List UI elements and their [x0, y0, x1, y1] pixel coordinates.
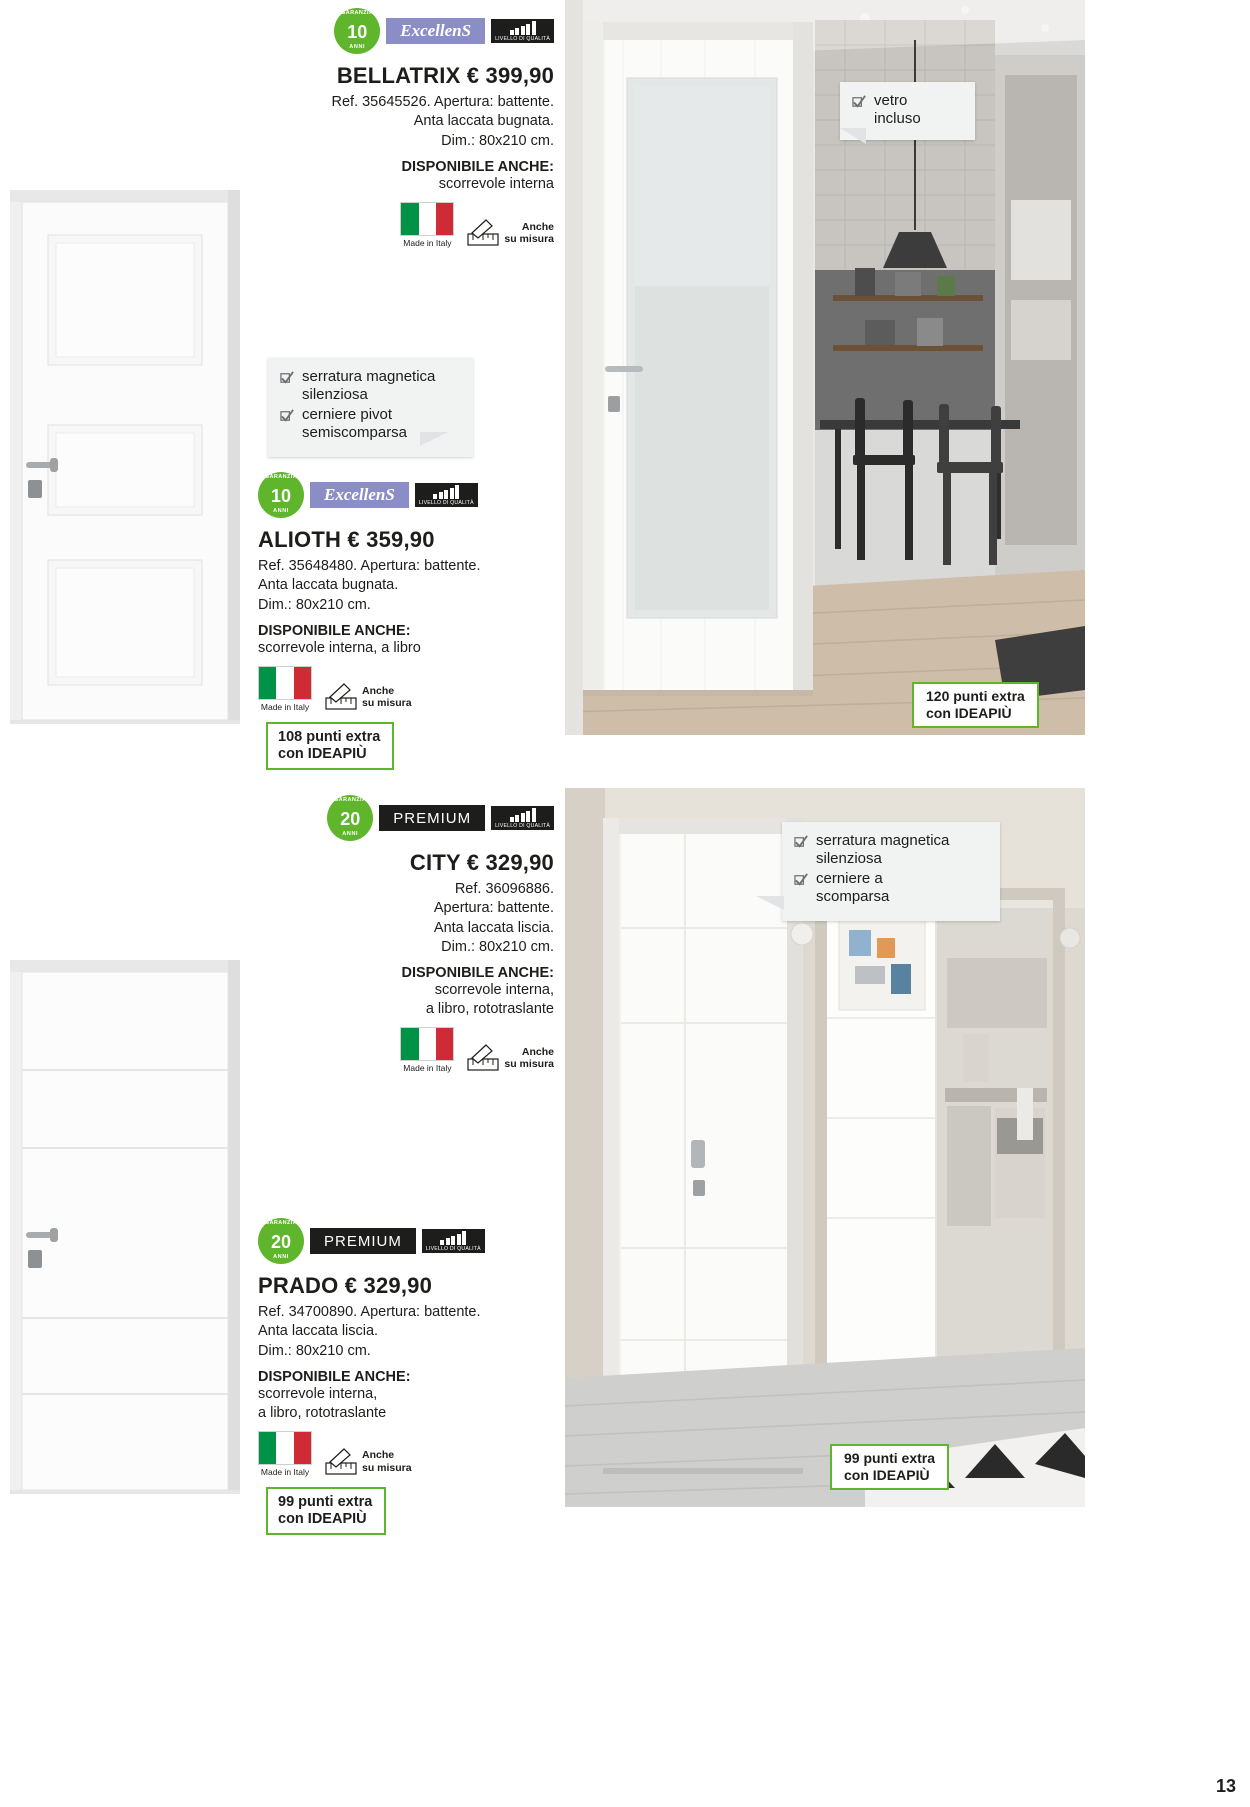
product-title: PRADO € 329,90	[258, 1273, 432, 1298]
callout-tail	[840, 128, 866, 144]
room-photo-top	[565, 0, 1085, 735]
ruler-icon	[324, 1447, 358, 1477]
quality-bars-icon	[433, 485, 459, 499]
brand-tag: PREMIUM	[310, 1228, 416, 1254]
made-to-measure-label: Anche su misura	[362, 684, 412, 709]
quality-level-badge: LIVELLO DI QUALITÀ	[491, 806, 554, 830]
made-to-measure	[324, 682, 412, 712]
guarantee-badge: GARANZIA 20 ANNI	[258, 1218, 304, 1264]
guarantee-badge: GARANZIA 10 ANNI	[258, 472, 304, 518]
product-block-city	[258, 795, 554, 1073]
loyalty-points-photo-top: 120 punti extra con IDEAPIÙ	[912, 682, 1039, 728]
check-icon	[280, 370, 295, 385]
callout-tail	[756, 896, 784, 910]
availability-value: scorrevole interna, a libro, rototraslante	[258, 1385, 387, 1421]
made-to-measure	[324, 1447, 412, 1477]
product-title: ALIOTH € 359,90	[258, 527, 435, 552]
quality-level-badge: LIVELLO DI QUALITÀ	[422, 1229, 485, 1253]
product-title: CITY € 329,90	[409, 850, 554, 875]
loyalty-points-badge: 99 punti extra con IDEAPIÙ	[266, 1487, 386, 1536]
availability-value: scorrevole interna, a libro	[258, 639, 421, 656]
availability-value: scorrevole interna	[438, 175, 554, 192]
product-block-prado	[258, 1218, 558, 1535]
origin-row	[258, 1027, 554, 1073]
ruler-icon	[324, 682, 358, 712]
made-to-measure-label: Anche su misura	[362, 1449, 412, 1474]
check-icon	[794, 834, 809, 849]
guarantee-badge: GARANZIA 10 ANNI	[334, 8, 380, 54]
origin-row	[258, 666, 554, 712]
italy-flag-icon	[258, 666, 312, 700]
availability-label: DISPONIBILE ANCHE:	[401, 965, 554, 982]
feature-item: serratura magnetica silenziosa	[280, 368, 457, 403]
badges-alioth	[258, 472, 554, 518]
availability-value: scorrevole interna, a libro, rototraslante	[425, 982, 554, 1017]
feature-item: cerniere pivot semiscomparsa	[280, 406, 457, 441]
door-photo-alioth	[0, 180, 250, 735]
feature-item: cerniere a scomparsa	[794, 870, 984, 905]
quality-bars-icon	[440, 1231, 466, 1245]
callout-tail	[420, 432, 448, 446]
made-in-italy: Made in Italy	[400, 1027, 454, 1073]
product-block-bellatrix	[258, 8, 554, 248]
availability-label: DISPONIBILE ANCHE:	[258, 1368, 411, 1385]
badges-bellatrix	[258, 8, 554, 54]
availability-label: DISPONIBILE ANCHE:	[401, 158, 554, 175]
badges-prado	[258, 1218, 558, 1264]
brand-tag: PREMIUM	[379, 805, 485, 831]
door-illustration-panelled	[0, 180, 250, 735]
page-number: 13	[1215, 1776, 1236, 1796]
product-details: Ref. 35648480. Apertura: battente. Anta laccata bugnata. Dim.: 80x210 cm.	[258, 558, 481, 613]
loyalty-points-badge: 108 punti extra con IDEAPIÙ	[266, 722, 394, 771]
italy-flag-icon	[258, 1431, 312, 1465]
product-details: Ref. 35645526. Apertura: battente. Anta laccata bugnata. Dim.: 80x210 cm.	[331, 94, 554, 149]
brand-tag: ExcellenS	[386, 18, 485, 44]
door-photo-prado	[0, 950, 250, 1505]
guarantee-badge: GARANZIA 20 ANNI	[327, 795, 373, 841]
badges-city	[258, 795, 554, 841]
product-details: Ref. 36096886. Apertura: battente. Anta laccata liscia. Dim.: 80x210 cm.	[433, 881, 554, 955]
made-in-italy: Made in Italy	[258, 1431, 312, 1477]
feature-item: serratura magnetica silenziosa	[794, 832, 984, 867]
product-details: Ref. 34700890. Apertura: battente. Anta laccata liscia. Dim.: 80x210 cm.	[258, 1304, 481, 1359]
quality-bars-icon	[510, 21, 536, 35]
origin-row	[258, 202, 554, 248]
made-to-measure-label: Anche su misura	[504, 220, 554, 245]
product-block-alioth	[258, 472, 554, 770]
door-illustration-flush	[0, 950, 250, 1505]
quality-level-badge: LIVELLO DI QUALITÀ	[491, 19, 554, 43]
italy-flag-icon	[400, 202, 454, 236]
check-icon	[794, 872, 809, 887]
loyalty-points-photo-bottom: 99 punti extra con IDEAPIÙ	[830, 1444, 949, 1490]
quality-bars-icon	[510, 808, 536, 822]
callout-features-city	[782, 822, 1000, 921]
feature-item: vetro incluso	[852, 92, 963, 127]
check-icon	[852, 94, 867, 109]
ruler-icon	[466, 218, 500, 248]
availability-label: DISPONIBILE ANCHE:	[258, 622, 411, 639]
made-to-measure	[466, 1043, 554, 1073]
made-to-measure	[466, 218, 554, 248]
room-scene-top	[565, 0, 1085, 735]
product-title: BELLATRIX € 399,90	[336, 63, 554, 88]
italy-flag-icon	[400, 1027, 454, 1061]
made-in-italy: Made in Italy	[400, 202, 454, 248]
ruler-icon	[466, 1043, 500, 1073]
quality-level-badge: LIVELLO DI QUALITÀ	[415, 483, 478, 507]
made-to-measure-label: Anche su misura	[504, 1045, 554, 1070]
made-in-italy: Made in Italy	[258, 666, 312, 712]
check-icon	[280, 408, 295, 423]
origin-row	[258, 1431, 558, 1477]
brand-tag: ExcellenS	[310, 482, 409, 508]
